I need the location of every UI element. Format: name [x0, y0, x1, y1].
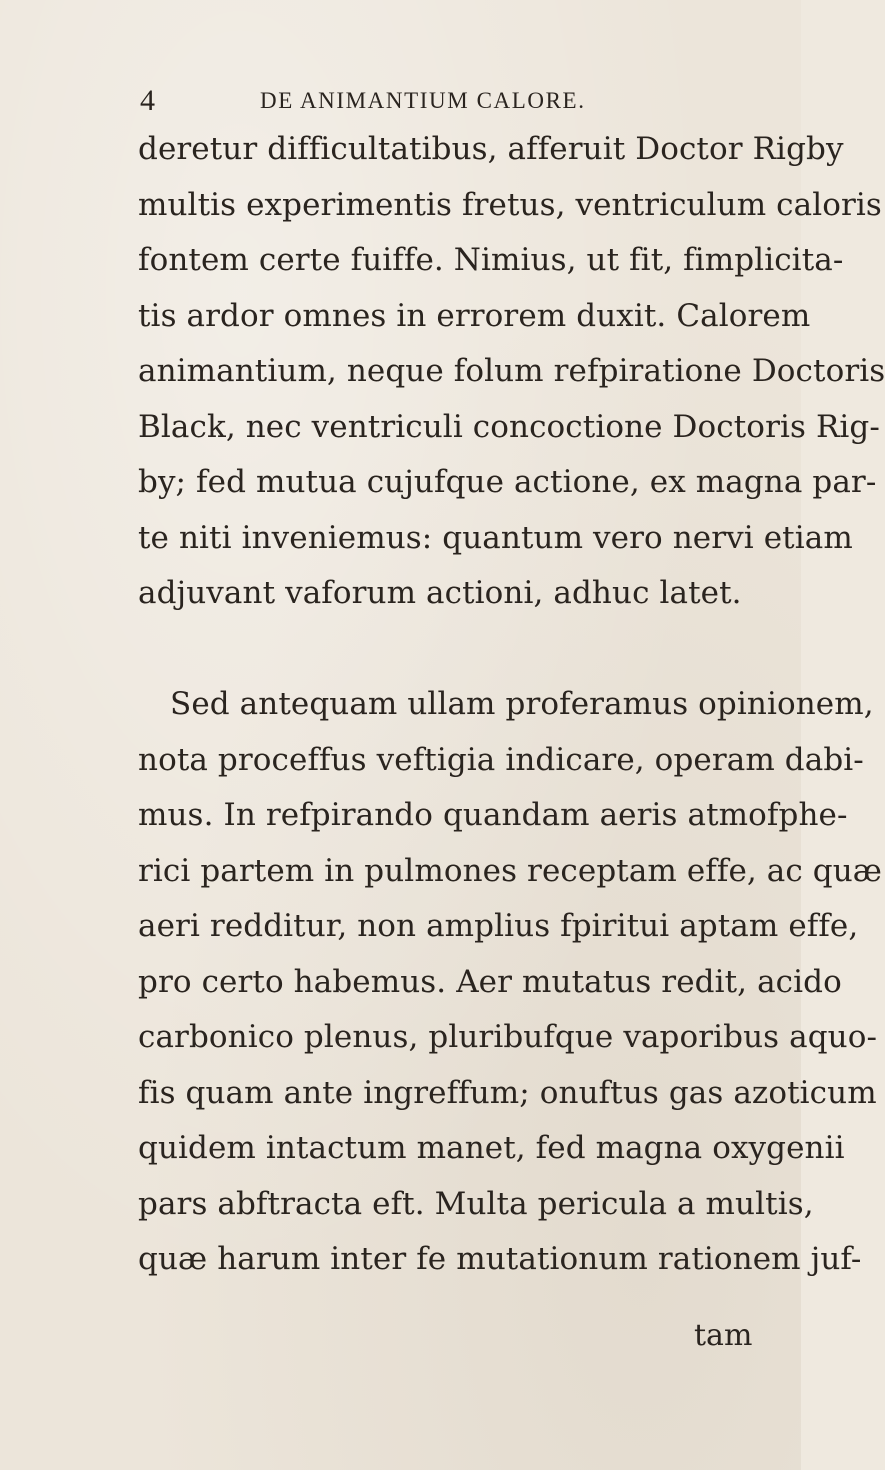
text-line: tis ardor omnes in errorem duxit. Calorem: [138, 297, 811, 334]
text-line: te niti inveniemus: quantum vero nervi etiam: [138, 519, 853, 556]
page-header: [140, 84, 740, 118]
text-line: rici partem in pulmones receptam effe, ac quæ: [138, 852, 883, 889]
catchword: tam: [694, 1318, 753, 1353]
text-line: animantium, neque folum refpiratione Doctoris: [138, 353, 885, 389]
text-line: carbonico plenus, pluribufque vaporibus aquo-: [138, 1019, 878, 1055]
body-text: [138, 122, 885, 1288]
text-line: Sed antequam ullam proferamus opinionem,: [170, 686, 874, 722]
text-line: deretur difficultatibus, afferuit Doctor Rigby: [138, 131, 844, 167]
text-line: fontem certe fuiffe. Nimius, ut fit, fimplicita-: [138, 242, 844, 278]
text-line: quæ harum inter fe mutationum rationem juf-: [138, 1241, 862, 1277]
running-head: DE ANIMANTIUM CALORE.: [260, 88, 586, 113]
text-line: adjuvant vaforum actioni, adhuc latet.: [138, 575, 742, 611]
text-line: fis quam ante ingreffum; onuftus gas azoticum: [138, 1074, 877, 1111]
text-line: pars abftracta eft. Multa pericula a multis,: [138, 1185, 814, 1222]
text-line: Black, nec ventriculi concoctione Doctoris Rig-: [138, 408, 880, 445]
text-line: aeri redditur, non amplius fpiritui aptam effe,: [138, 908, 859, 944]
paragraph-gap: [138, 622, 750, 678]
text-line: quidem intactum manet, fed magna oxygenii: [138, 1130, 845, 1166]
text-line: pro certo habemus. Aer mutatus redit, acido: [138, 963, 842, 1000]
text-line: mus. In refpirando quandam aeris atmofphe-: [138, 797, 848, 833]
text-line: by; fed mutua cujufque actione, ex magna par-: [138, 464, 877, 500]
text-line: multis experimentis fretus, ventriculum caloris: [138, 186, 882, 223]
text-line: nota proceffus veftigia indicare, operam dabi-: [138, 741, 864, 778]
page-number: 4: [140, 84, 155, 117]
